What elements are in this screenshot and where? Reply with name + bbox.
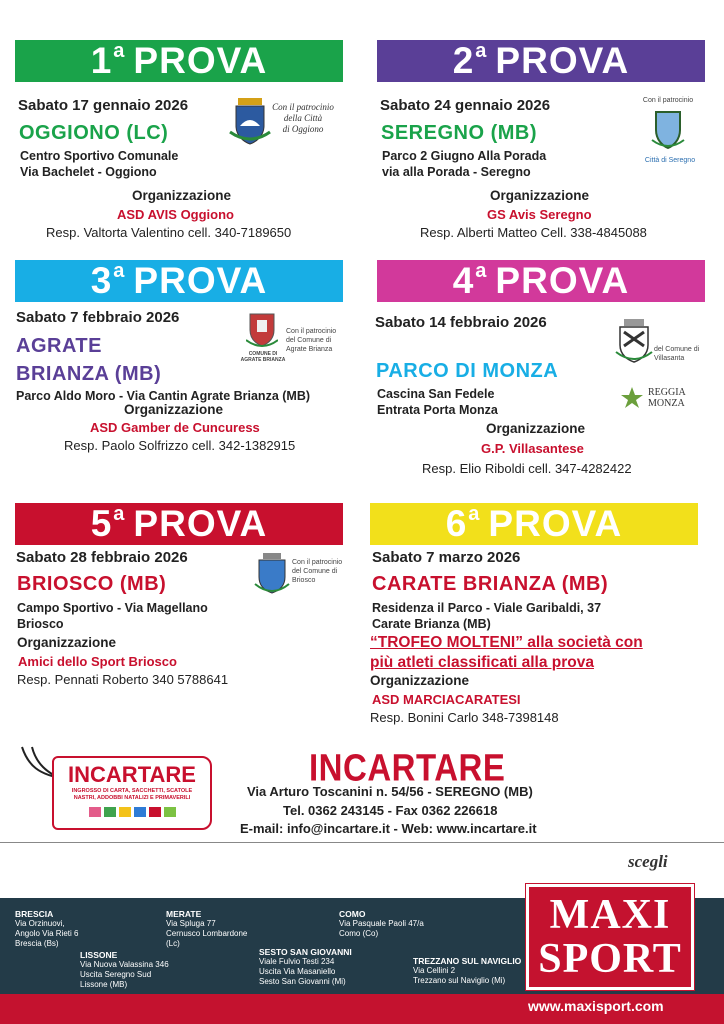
- tag-products-icon: [60, 807, 204, 817]
- prova-word: PROVA: [133, 503, 268, 544]
- address-line: Via Bachelet - Oggiono: [20, 165, 157, 179]
- store-merate: [166, 909, 247, 949]
- prova-6-org: ASD MARCIACARATESI: [372, 692, 521, 707]
- prova-6-trofeo: [370, 633, 643, 673]
- address-line: Briosco: [17, 617, 64, 631]
- address-line: Parco 2 Giugno Alla Porada: [382, 149, 547, 163]
- maxisport-line2: SPORT: [538, 936, 682, 982]
- sponsor-title: INCARTARE: [309, 746, 506, 789]
- reggia-line: REGGIA: [648, 387, 686, 398]
- prova-number: 4: [452, 260, 475, 301]
- prova-4-resp: Resp. Elio Riboldi cell. 347-4282422: [422, 461, 632, 476]
- prova-2-date: Sabato 24 gennaio 2026: [380, 97, 551, 114]
- sponsor-contact: E-mail: info@incartare.it - Web: www.incartare.it: [240, 821, 537, 836]
- prova-5-patronage: [292, 558, 348, 585]
- store-line: Via Cellini 2: [413, 966, 456, 975]
- maxisport-logo: [526, 884, 694, 990]
- prova-ordinal: a: [475, 39, 488, 62]
- address-line: Campo Sportivo - Via Magellano: [17, 601, 208, 615]
- patronage-line: Con il patrocinio: [272, 102, 334, 112]
- prova-5-banner: [15, 503, 343, 545]
- prova-1-city: OGGIONO (LC): [19, 122, 169, 144]
- address-line: Carate Brianza (MB): [372, 617, 491, 631]
- prova-5-org: Amici dello Sport Briosco: [18, 654, 177, 669]
- prova-ordinal: a: [475, 259, 488, 282]
- address-line: Centro Sportivo Comunale: [20, 149, 179, 163]
- prova-4-city: PARCO DI MONZA: [376, 360, 559, 382]
- address-line: Residenza il Parco - Viale Garibaldi, 37: [372, 601, 602, 615]
- store-line: Viale Fulvio Testi 234: [259, 957, 335, 966]
- prova-4-org-label: Organizzazione: [486, 421, 586, 436]
- sponsor-phone: Tel. 0362 243145 - Fax 0362 226618: [283, 803, 498, 818]
- prova-3-banner: [15, 260, 343, 302]
- prova-4-date: Sabato 14 febbraio 2026: [375, 314, 547, 331]
- prova-number: 2: [452, 40, 475, 81]
- prova-3-address: Parco Aldo Moro - Via Cantin Agrate Brianza (MB): [16, 389, 311, 403]
- store-name: MERATE: [166, 909, 202, 919]
- tag-sub-line: INGROSSO DI CARTA, SACCHETTI, SCATOLE: [71, 788, 193, 794]
- prova-ordinal: a: [113, 259, 126, 282]
- prova-1-org: ASD AVIS Oggiono: [117, 207, 234, 222]
- store-name: COMO: [339, 909, 366, 919]
- prova-4-banner: [377, 260, 705, 302]
- prova-1-resp: Resp. Valtorta Valentino cell. 340-7189650: [46, 225, 292, 240]
- sponsor-address: Via Arturo Toscanini n. 54/56 - SEREGNO (MB): [247, 784, 533, 799]
- store-como: [339, 909, 424, 939]
- prova-1-date: Sabato 17 gennaio 2026: [18, 97, 189, 114]
- prova-ordinal: a: [468, 502, 481, 525]
- maxisport-web[interactable]: www.maxisport.com: [528, 998, 664, 1014]
- prova-1-org-label: Organizzazione: [132, 188, 232, 203]
- store-name: BRESCIA: [15, 909, 54, 919]
- patronage-line: di Oggiono: [282, 124, 324, 134]
- reggia-line: MONZA: [648, 398, 685, 409]
- store-line: Via Spluga 77: [166, 919, 216, 928]
- prova-3-crest-caption: [240, 351, 286, 363]
- prova-5-city: BRIOSCO (MB): [17, 573, 167, 595]
- maxisport-line1: MAXI: [549, 892, 671, 938]
- prova-ordinal: a: [113, 502, 126, 525]
- city-line: BRIANZA (MB): [16, 363, 162, 385]
- separator-line: [0, 842, 724, 843]
- prova-3-city: [16, 332, 161, 388]
- patronage-line: Villasanta: [654, 355, 685, 362]
- store-name: SESTO SAN GIOVANNI: [259, 947, 352, 957]
- patronage-line: Con il patrocinio: [286, 328, 337, 335]
- prova-1-address: [20, 148, 178, 180]
- prova-5-date: Sabato 28 febbraio 2026: [16, 549, 188, 566]
- prova-word: PROVA: [133, 40, 268, 81]
- prova-2-patronage: Con il patrocinio: [642, 97, 694, 104]
- city-line: AGRATE: [16, 335, 102, 357]
- caption-line: COMUNE DI: [248, 351, 278, 357]
- store-sesto: [259, 947, 352, 987]
- prova-word: PROVA: [133, 260, 268, 301]
- caption-line: AGRATE BRIANZA: [240, 357, 286, 363]
- store-line: Como (Co): [339, 929, 379, 938]
- prova-word: PROVA: [495, 260, 630, 301]
- store-line: Sesto San Giovanni (Mi): [259, 977, 346, 986]
- trofeo-line: più atleti classificati alla prova: [370, 654, 594, 671]
- store-line: Uscita Seregno Sud: [80, 970, 152, 979]
- maxisport-scegli: scegli: [628, 852, 668, 871]
- prova-2-banner: [377, 40, 705, 82]
- store-name: TREZZANO SUL NAVIGLIO: [413, 956, 522, 966]
- prova-6-city: CARATE BRIANZA (MB): [372, 573, 609, 595]
- address-line: via alla Porada - Seregno: [382, 165, 531, 179]
- patronage-line: Agrate Brianza: [286, 346, 333, 353]
- tag-name: INCARTARE: [68, 762, 196, 787]
- store-line: Brescia (Bs): [15, 939, 59, 948]
- prova-2-city: SEREGNO (MB): [381, 122, 537, 144]
- prova-word: PROVA: [495, 40, 630, 81]
- store-line: Lissone (MB): [80, 980, 128, 989]
- prova-6-address: [372, 600, 601, 632]
- patronage-line: del Comune di: [286, 337, 332, 344]
- oggiono-crest-icon: [228, 96, 272, 150]
- agrate-crest-icon: [246, 312, 278, 350]
- tag-sub-line: NASTRI, ADDOBBI NATALIZI E PRIMAVERILI: [73, 795, 191, 801]
- patronage-line: Con il patrocinio: [292, 559, 343, 566]
- prova-1-banner: [15, 40, 343, 82]
- store-name: LISSONE: [80, 950, 118, 960]
- villasanta-crest-icon: [614, 318, 654, 366]
- patronage-line: del Comune di: [654, 346, 700, 353]
- prova-2-address: [382, 148, 546, 180]
- prova-3-org: ASD Gamber de Cuncuress: [90, 420, 260, 435]
- store-line: Cernusco Lombardone: [166, 929, 248, 938]
- patronage-line: della Città: [283, 113, 323, 123]
- address-line: Entrata Porta Monza: [377, 403, 498, 417]
- store-line: Uscita Via Masaniello: [259, 967, 336, 976]
- prova-6-date: Sabato 7 marzo 2026: [372, 549, 521, 566]
- prova-number: 5: [90, 503, 113, 544]
- tag-subtitle: [60, 788, 204, 802]
- store-brescia: [15, 909, 78, 949]
- prova-1-patronage: [270, 102, 336, 135]
- patronage-line: del Comune di: [292, 568, 338, 575]
- prova-3-date: Sabato 7 febbraio 2026: [16, 309, 180, 326]
- store-line: Via Nuova Valassina 346: [80, 960, 169, 969]
- reggia-monza-emblem-icon: [620, 386, 644, 410]
- prova-2-org-label: Organizzazione: [490, 188, 590, 203]
- prova-6-org-label: Organizzazione: [370, 673, 470, 688]
- store-line: Angolo Via Rieti 6: [15, 929, 79, 938]
- store-line: (Lc): [166, 939, 180, 948]
- prova-2-resp: Resp. Alberti Matteo Cell. 338-4845088: [420, 225, 647, 240]
- prova-number: 6: [445, 503, 468, 544]
- prova-number: 1: [90, 40, 113, 81]
- incartare-tag-logo: [52, 756, 212, 830]
- prova-4-address: [377, 386, 498, 418]
- prova-number: 3: [90, 260, 113, 301]
- address-line: Cascina San Fedele: [377, 387, 495, 401]
- store-lissone: [80, 950, 169, 990]
- prova-5-org-label: Organizzazione: [17, 635, 117, 650]
- prova-3-patronage: [286, 327, 344, 354]
- prova-4-org: G.P. Villasantese: [481, 441, 584, 456]
- store-line: Via Pasquale Paoli 47/a: [339, 919, 424, 928]
- prova-6-banner: [370, 503, 698, 545]
- prova-2-patron-city: Città di Seregno: [644, 157, 696, 164]
- prova-4-patronage: [654, 345, 708, 363]
- store-line: Trezzano sul Naviglio (Mi): [413, 976, 506, 985]
- prova-5-address: [17, 600, 208, 632]
- prova-word: PROVA: [488, 503, 623, 544]
- store-trezzano: [413, 956, 521, 986]
- prova-3-org-label: Organizzazione: [124, 402, 224, 417]
- patronage-line: Briosco: [292, 577, 316, 584]
- reggia-monza-logo: [620, 382, 692, 414]
- prova-5-resp: Resp. Pennati Roberto 340 5788641: [17, 672, 229, 687]
- prova-3-resp: Resp. Paolo Solfrizzo cell. 342-1382915: [64, 438, 296, 453]
- seregno-crest-icon: [650, 108, 686, 152]
- prova-2-org: GS Avis Seregno: [487, 207, 592, 222]
- trofeo-line: “TROFEO MOLTENI” alla società con: [370, 634, 643, 651]
- store-line: Via Orzinuovi,: [15, 919, 65, 928]
- prova-6-resp: Resp. Bonini Carlo 348-7398148: [370, 710, 559, 725]
- prova-ordinal: a: [113, 39, 126, 62]
- briosco-crest-icon: [254, 552, 290, 598]
